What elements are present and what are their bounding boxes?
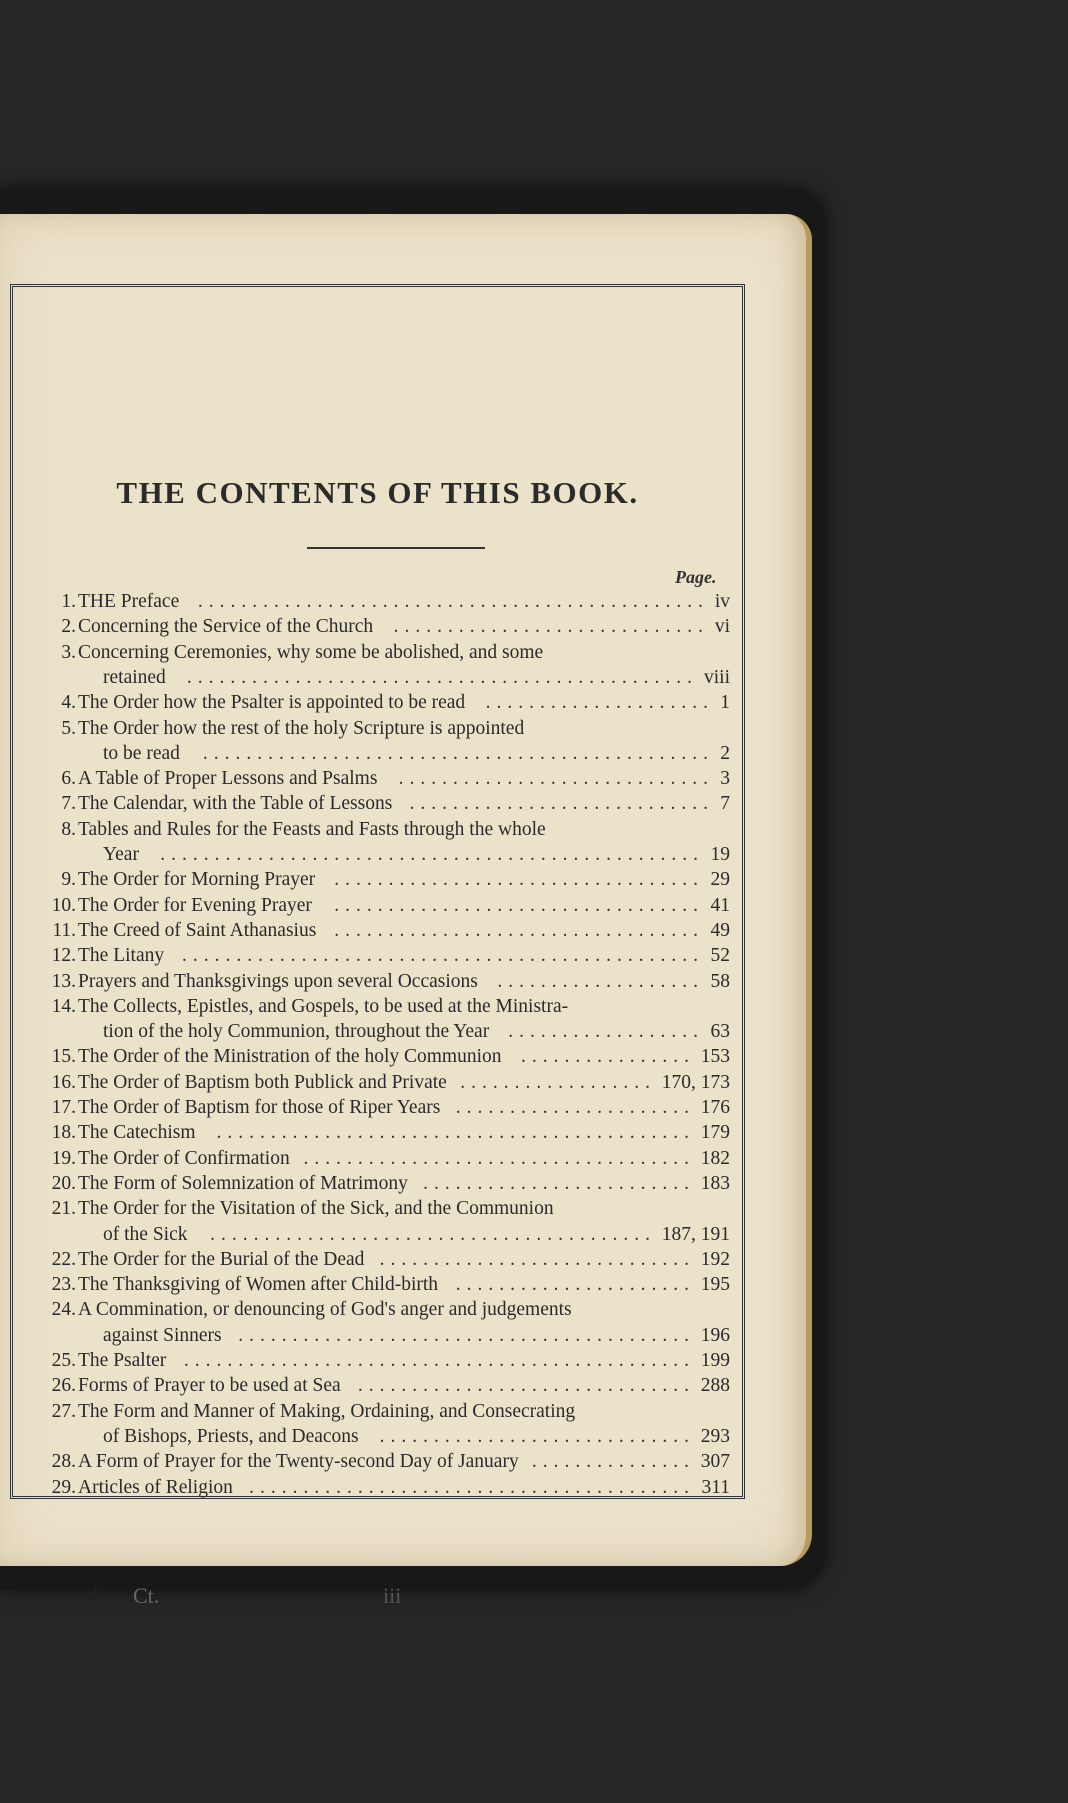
toc-entry-line [13,1095,746,1121]
toc-entry-line [13,1323,746,1349]
toc-entry-page: 179 [700,1122,730,1144]
toc-entry-line [13,665,746,691]
book-page [0,214,812,1612]
leader-dots: .................................. [334,869,704,891]
toc-entry-number: 8. [61,818,76,840]
toc-entry-line [13,1146,746,1172]
leader-dots: .......................................... [238,1324,695,1346]
toc-entry-line [13,1120,746,1146]
toc-entry-title: of Bishops, Priests, and Deacons [103,1425,359,1447]
leader-dots: ...................... [455,1097,695,1118]
toc-entry-number: 25. [51,1350,76,1371]
toc-entry-line [13,1070,746,1096]
toc-entry-title: A Commination, or denouncing of God's anger and judgements [78,1299,572,1321]
toc-entry-title: The Order for Morning Prayer [78,869,316,891]
toc-entry-title: The Thanksgiving of Women after Child-birth [78,1274,439,1296]
toc-entry-line [13,867,746,893]
toc-entry-line [13,994,746,1020]
toc-entry-page: 192 [700,1248,730,1270]
toc-entry-page: 58 [710,970,730,992]
toc-entry-page: 187, 191 [661,1223,730,1245]
toc-entry-title: Articles of Religion [78,1476,233,1498]
toc-entry-number: 19. [51,1147,76,1169]
toc-entry-title: retained [103,666,166,688]
toc-entry-number: 2. [61,616,76,638]
toc-entry-line [13,589,746,615]
toc-entry-title: The Order of Confirmation [78,1147,290,1169]
toc-entry-number: 11. [52,919,76,941]
page-frame [10,284,745,1612]
toc-entry-number: 5. [61,717,76,739]
leader-dots: ................................................ [182,945,704,967]
toc-entry-title: Year [103,844,139,865]
toc-entry-line [13,640,746,666]
toc-entry-line [13,817,746,843]
leader-dots: ............................. [398,768,714,790]
page-footer [13,1583,746,1613]
toc-entry-number: 12. [51,945,76,967]
toc-entry-page: 195 [700,1274,730,1296]
toc-entry-page: vi [714,616,730,638]
toc-entry-number: 17. [51,1097,76,1118]
toc-entry-title: Concerning the Service of the Church [78,616,374,638]
leader-dots: ................ [521,1046,695,1068]
toc-entry-title: Tables and Rules for the Feasts and Fasts through the whole [78,818,546,840]
toc-entry-page: 153 [700,1046,730,1068]
toc-entry-number: 10. [51,894,76,916]
toc-entry-number: 23. [51,1274,76,1296]
toc-entry-number: 20. [51,1172,76,1194]
page-column-header: Page. [675,567,717,587]
toc-entry-title: The Order of Baptism for those of Riper Years [78,1097,441,1118]
leader-dots: .................................................. [160,844,704,865]
toc-entry-page: viii [703,666,730,688]
toc-entry-number: 22. [51,1248,76,1270]
toc-entry-page: 176 [700,1097,730,1118]
toc-entry-line [13,842,746,868]
toc-entry-line [13,1475,746,1501]
toc-entry-line [13,690,746,716]
toc-entry-title: The Order of Baptism both Publick and Private [78,1071,447,1093]
toc-entry-page: 183 [700,1172,730,1194]
toc-entry-page: 311 [701,1476,730,1498]
toc-entry-number: 7. [61,793,76,815]
leader-dots: ............... [531,1451,695,1473]
toc-entry-line [13,943,746,969]
toc-entry-line [13,1373,746,1399]
toc-entry-number: 16. [51,1071,76,1093]
toc-entry-line [13,766,746,792]
toc-entry-number: 6. [61,768,76,790]
toc-entry-title: against Sinners [103,1324,222,1346]
toc-entry-page: 170, 173 [661,1071,730,1093]
toc-entry-page: 307 [700,1451,730,1473]
leader-dots: ............................................... [186,666,698,688]
toc-entry-title: The Litany [78,945,165,967]
leader-dots: ......................................... [210,1223,656,1245]
toc-entry-line [13,1247,746,1273]
toc-entry-title: The Order of the Ministration of the holy Communion [78,1046,502,1068]
toc-entry-number: 4. [61,692,76,714]
toc-entry-line [13,1171,746,1197]
toc-entry-number: 9. [61,869,76,891]
toc-entry-page: 52 [710,945,730,967]
toc-entry-title: Forms of Prayer to be used at Sea [78,1375,341,1397]
leader-dots: ............................. [379,1248,695,1270]
leader-dots: .................................. [334,894,704,916]
toc-entry-line [13,1044,746,1070]
toc-entry-page: 29 [710,869,730,891]
toc-entry-number: 13. [51,970,76,992]
leader-dots: ..................... [485,692,714,714]
toc-entry-title: The Order for the Visitation of the Sick, and the Communion [78,1198,554,1220]
toc-entry-number: 18. [51,1122,76,1144]
leader-dots: ............................................... [197,591,709,612]
leader-dots: ............................................... [202,742,714,764]
toc-entry-number: 26. [51,1375,76,1397]
toc-entry-title: The Creed of Saint Athanasius [78,919,317,941]
toc-entry-line [13,1449,746,1475]
leader-dots: ............................................... [183,1350,695,1371]
toc-entry-title: Concerning Ceremonies, why some be abolished, and some [78,641,544,663]
toc-entry-number: 15. [51,1046,76,1068]
toc-entry-title: to be read [103,742,180,764]
toc-entry-line [13,1196,746,1222]
toc-entry-title: The Form of Solemnization of Matrimony [78,1172,408,1194]
leader-dots: ............................ [409,793,714,815]
toc-entry-title: Prayers and Thanksgivings upon several Occasions [78,970,478,992]
toc-entry-title: The Psalter [78,1350,167,1371]
toc-entry-line [13,1297,746,1323]
leader-dots: .................................... [303,1147,695,1169]
toc-entry-page: 288 [700,1375,730,1397]
toc-entry-title: The Order for the Burial of the Dead [78,1248,365,1270]
toc-entry-line [13,969,746,995]
toc-entry-number: 21. [51,1198,76,1220]
toc-entry-number: 24. [51,1299,76,1321]
leader-dots: ............................... [357,1375,695,1397]
leader-dots: .................. [460,1071,656,1093]
toc-entry-number: 3. [61,641,76,663]
toc-entry-number: 14. [51,995,76,1017]
toc-entry-line [13,716,746,742]
toc-entry-page: 1 [720,692,730,714]
toc-entry-line [13,918,746,944]
toc-entry-title: THE Preface [78,591,180,612]
leader-dots: ......................................... [249,1476,695,1498]
leader-dots: .................................. [334,919,704,941]
toc-entry-title: The Order how the Psalter is appointed to be read [78,692,466,714]
toc-entry-page: 19 [710,844,730,865]
toc-entry-title: A Table of Proper Lessons and Psalms [78,768,378,790]
leader-dots: ............................. [393,616,709,638]
leader-dots: ............................................ [216,1122,695,1144]
toc-entry-title: The Order for Evening Prayer [78,894,312,916]
leader-dots: ............................. [379,1425,695,1447]
toc-entry-number: 1. [61,591,76,612]
toc-entry-line [13,893,746,919]
signature-mark: Ct. [133,1583,160,1608]
page-number: iii [383,1583,402,1608]
leader-dots: ...................... [455,1274,695,1296]
toc-entry-title: The Catechism [78,1122,196,1144]
toc-entry-line [13,1222,746,1248]
toc-entry-page: 199 [700,1350,730,1371]
toc-entry-page: 41 [710,894,730,916]
toc-entry-page: 2 [720,742,730,764]
page-title: THE CONTENTS OF THIS BOOK. [116,475,639,510]
toc-entry-page: 196 [700,1324,730,1346]
toc-entry-page: 49 [710,919,730,941]
toc-entry-page: 3 [720,768,730,790]
toc-entry-line [13,1424,746,1450]
toc-entry-line [13,1019,746,1045]
dagger-mark: † [89,1583,102,1612]
leader-dots: .................. [508,1021,704,1043]
leader-dots: ................... [497,970,704,992]
toc-entry-line [13,1348,746,1374]
toc-entry-page: 182 [700,1147,730,1169]
toc-entry-title: of the Sick [103,1223,188,1245]
toc-entry-page: 7 [720,793,730,815]
toc-entry-title: The Collects, Epistles, and Gospels, to be used at the Ministra- [78,995,569,1017]
toc-entry-page: iv [714,591,730,612]
toc-entry-number: 28. [51,1451,76,1473]
toc-entry-number: 29. [51,1476,76,1498]
toc-entry-title: tion of the holy Communion, throughout the Year [103,1021,490,1043]
toc-entry-number: 27. [51,1400,76,1422]
toc-entry-title: The Order how the rest of the holy Scripture is appointed [78,717,525,739]
title-rule [307,547,485,549]
toc-entry-page: 293 [700,1425,730,1447]
toc-entry-line [13,614,746,640]
toc-entry-line [13,1272,746,1298]
toc-entry-page: 63 [710,1021,730,1043]
toc-entry-line [13,741,746,767]
toc-entry-title: The Form and Manner of Making, Ordaining, and Consecrating [78,1400,576,1422]
toc-entry-title: The Calendar, with the Table of Lessons [78,793,393,815]
toc-entry-line [13,791,746,817]
toc-entry-line [13,1399,746,1425]
leader-dots: ......................... [423,1172,695,1194]
toc-entry-title: A Form of Prayer for the Twenty-second Day of January [78,1451,519,1473]
